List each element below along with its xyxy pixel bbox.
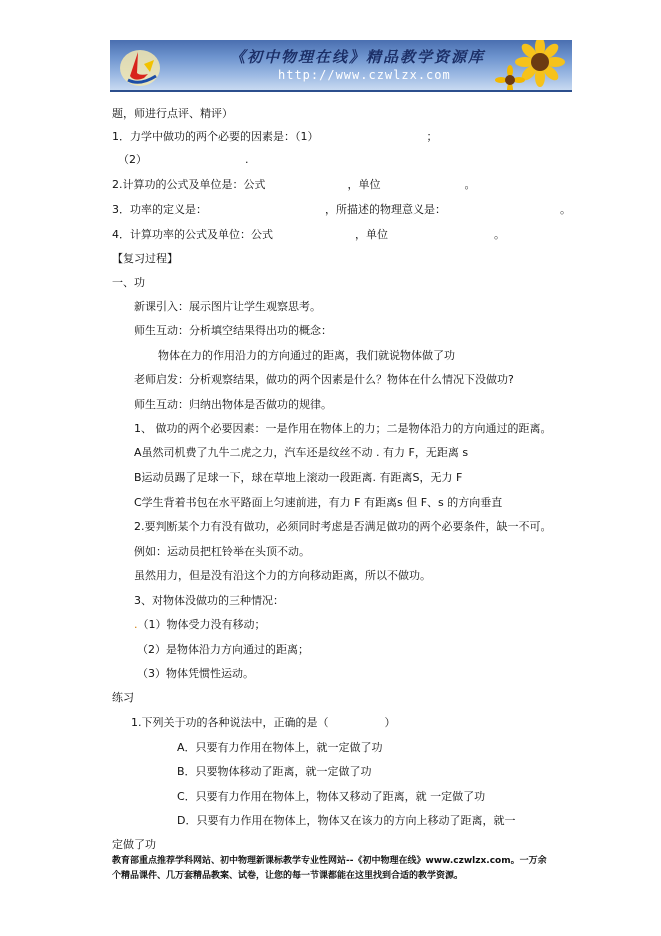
option-a: A．只要有力作用在物体上，就一定做了功	[177, 741, 383, 754]
question-2-end: 。	[464, 178, 476, 191]
question-4-text: 4．计算功率的公式及单位：公式	[112, 228, 273, 241]
footer-line-2: 个精品课件、几万套精品教案、试卷，让您的每一节课都能在这里找到合适的教学资源。	[112, 871, 464, 881]
question-1-end: ；	[426, 130, 438, 143]
case-2-line: （2）是物体沿力方向通过的距离；	[137, 643, 309, 656]
option-d: D．只要有力作用在物体上，物体又在该力的方向上移动了距离，就一	[177, 814, 516, 827]
page-footer	[112, 854, 582, 884]
paragraph-teacher: 老师启发：分析观察结果，做功的两个因素是什么？物体在什么情况下没做功?	[134, 373, 514, 386]
option-d-continued: 定做了功	[112, 838, 156, 851]
example-b: B运动员踢了足球一下，球在草地上滚动一段距离. 有距离S，无力 F	[134, 471, 463, 484]
question-1b-text: （2）	[118, 153, 147, 166]
case-1-mark: .	[134, 618, 138, 631]
practice-heading: 练习	[112, 691, 134, 704]
section-heading: 【复习过程】	[112, 252, 178, 265]
question-4-unit: ，单位	[355, 228, 388, 241]
case-1-text: （1）物体受力没有移动；	[137, 618, 266, 631]
sunflower-icon	[492, 40, 568, 92]
question-2-text: 2.计算功的公式及单位是：公式	[112, 178, 266, 191]
footer-line-1: 教育部重点推荐学科网站、初中物理新课标教学专业性网站--《初中物理在线》www.czwlzx.com。一万余	[112, 856, 547, 866]
banner-title: 《初中物理在线》精品教学资源库	[230, 48, 486, 66]
case-1-line	[134, 618, 266, 632]
question-1b-end: .	[245, 153, 249, 166]
paragraph-interaction: 师生互动：分析填空结果得出功的概念：	[134, 324, 332, 337]
paragraph-cases: 3、对物体没做功的三种情况：	[134, 594, 284, 607]
question-1-line	[112, 130, 438, 144]
practice-question-1	[131, 716, 396, 730]
question-1-text: 1．力学中做功的两个必要的因素是：（1）	[112, 130, 319, 143]
question-3-line	[112, 203, 571, 217]
header-banner	[110, 40, 572, 92]
question-3-mid: ，所描述的物理意义是：	[325, 203, 446, 216]
practice-question-1-end: ）	[384, 716, 396, 729]
paragraph-definition: 物体在力的作用沿力的方向通过的距离，我们就说物体做了功	[158, 349, 455, 362]
banner-url[interactable]: http://www.czwlzx.com	[278, 68, 451, 82]
example-a: A虽然司机费了九牛二虎之力，汽车还是纹丝不动 . 有力 F，无距离 s	[134, 446, 469, 459]
option-c: C．只要有力作用在物体上，物体又移动了距离，就 一定做了功	[177, 790, 486, 803]
question-2-line	[112, 178, 476, 192]
subsection-work: 一、功	[112, 276, 145, 289]
question-4-end: 。	[494, 228, 505, 241]
question-3-text: 3．功率的定义是：	[112, 203, 207, 216]
paragraph-rule: 2.要判断某个力有没有做功，必须同时考虑是否满足做功的两个必要条件，缺一不可。	[134, 520, 552, 533]
option-b: B．只要物体移动了距离，就一定做了功	[177, 765, 372, 778]
paragraph-example: 例如：运动员把杠铃举在头顶不动。	[134, 545, 310, 558]
practice-question-1-text: 1.下列关于功的各种说法中，正确的是（	[131, 716, 329, 729]
question-3-end: 。	[560, 203, 571, 216]
example-c: C学生背着书包在水平路面上匀速前进，有力 F 有距离s 但 F、s 的方向垂直	[134, 496, 503, 509]
paragraph-explanation: 虽然用力，但是没有沿这个力的方向移动距离，所以不做功。	[134, 569, 431, 582]
paragraph-intro: 新课引入：展示图片让学生观察思考。	[134, 300, 321, 313]
case-3-line: （3）物体凭惯性运动。	[137, 667, 254, 680]
question-2-unit: ，单位	[347, 178, 381, 191]
paragraph-summary: 师生互动：归纳出物体是否做功的规律。	[134, 398, 332, 411]
intro-line: 题，师进行点评、精评）	[112, 107, 233, 120]
question-4-line	[112, 228, 505, 242]
question-1b-line	[118, 153, 249, 167]
paragraph-factors: 1、 做功的两个必要因素：一是作用在物体上的力；二是物体沿力的方向通过的距离。	[134, 422, 552, 435]
site-logo	[118, 46, 162, 88]
